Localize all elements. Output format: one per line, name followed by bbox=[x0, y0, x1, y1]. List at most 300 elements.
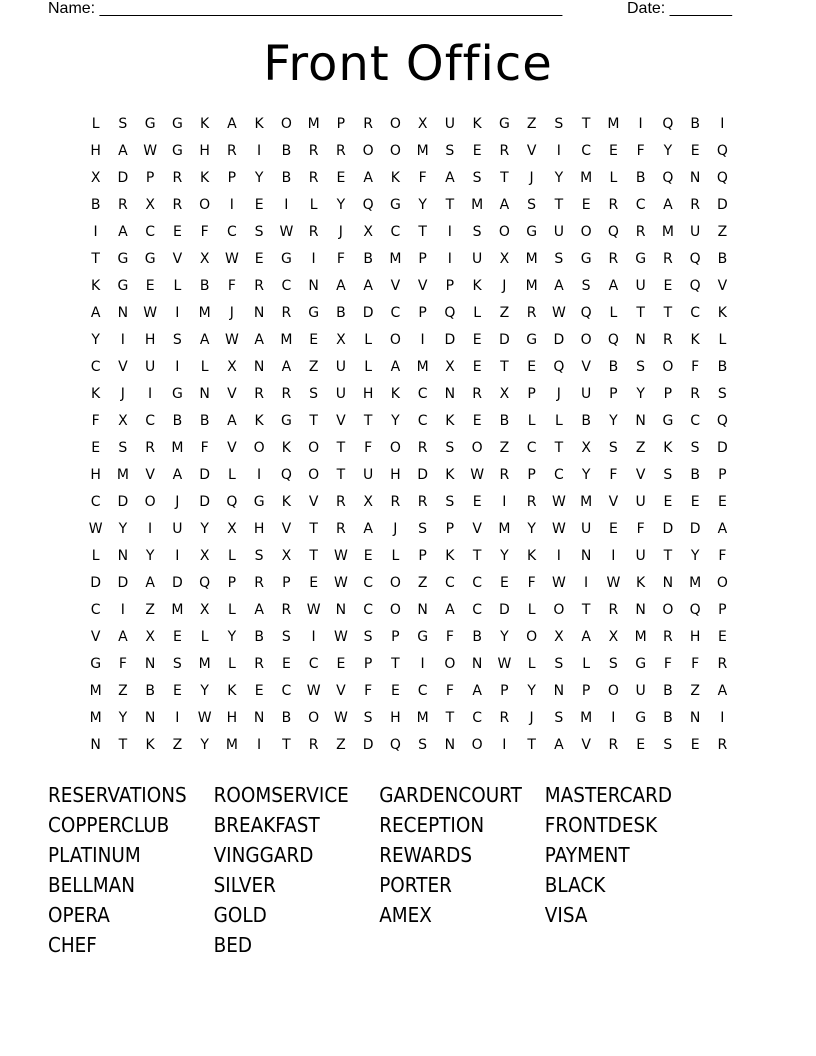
grid-letter: I bbox=[175, 710, 180, 726]
grid-letter: V bbox=[145, 467, 155, 483]
grid-letter: V bbox=[90, 629, 101, 645]
grid-letter: D bbox=[553, 332, 565, 348]
grid-letter: L bbox=[527, 413, 536, 429]
grid-letter: Y bbox=[200, 521, 209, 537]
grid-letter: F bbox=[336, 251, 345, 267]
grid-letter: I bbox=[175, 548, 180, 564]
grid-letter: I bbox=[229, 197, 234, 213]
grid-letter: V bbox=[336, 413, 346, 429]
grid-letter: D bbox=[117, 575, 129, 591]
grid-letter: Z bbox=[145, 602, 155, 618]
grid-letter: E bbox=[663, 278, 673, 294]
grid-letter: T bbox=[554, 197, 564, 213]
grid-letter: B bbox=[690, 467, 700, 483]
grid-letter: G bbox=[498, 116, 510, 132]
grid-letter: R bbox=[526, 305, 537, 321]
grid-letter: M bbox=[89, 683, 102, 699]
grid-letter: J bbox=[229, 305, 234, 321]
grid-letter: F bbox=[227, 278, 236, 294]
grid-letter: C bbox=[363, 602, 374, 618]
grid-letter: E bbox=[172, 629, 182, 645]
grid-letter: K bbox=[254, 116, 264, 132]
grid-letter: N bbox=[635, 413, 646, 429]
grid-letter: N bbox=[335, 602, 347, 618]
grid-letter: H bbox=[689, 629, 701, 645]
grid-letter: O bbox=[471, 440, 483, 456]
grid-letter: Y bbox=[336, 197, 346, 213]
word-list-item: GARDENCOURT bbox=[379, 783, 522, 807]
grid-letter: M bbox=[580, 170, 593, 186]
grid-letter: K bbox=[281, 440, 291, 456]
grid-letter: V bbox=[417, 278, 428, 294]
grid-letter: Z bbox=[499, 305, 510, 321]
grid-letter: T bbox=[554, 440, 564, 456]
grid-letter: W bbox=[551, 575, 566, 591]
grid-letter: B bbox=[336, 305, 346, 321]
grid-letter: Q bbox=[662, 116, 674, 132]
grid-letter: H bbox=[199, 143, 210, 159]
grid-letter: G bbox=[662, 413, 674, 429]
grid-letter: N bbox=[635, 602, 646, 618]
grid-letter: L bbox=[227, 656, 236, 672]
grid-letter: R bbox=[717, 737, 728, 753]
grid-letter: B bbox=[581, 413, 591, 429]
grid-letter: W bbox=[497, 656, 512, 672]
grid-letter: A bbox=[445, 170, 455, 186]
grid-letter: B bbox=[145, 683, 155, 699]
grid-letter: A bbox=[336, 278, 346, 294]
grid-letter: V bbox=[227, 386, 237, 402]
grid-letter: V bbox=[608, 494, 619, 510]
grid-letter: X bbox=[118, 413, 128, 429]
grid-letter: D bbox=[199, 467, 211, 483]
grid-letter: T bbox=[336, 467, 346, 483]
grid-letter: E bbox=[527, 359, 537, 375]
grid-letter: E bbox=[363, 548, 373, 564]
grid-letter: R bbox=[690, 197, 700, 213]
grid-letter: T bbox=[663, 305, 673, 321]
grid-letter: A bbox=[145, 575, 155, 591]
grid-letter: C bbox=[145, 224, 156, 240]
grid-letter: Q bbox=[280, 467, 292, 483]
grid-letter: I bbox=[720, 710, 725, 726]
grid-letter: I bbox=[447, 251, 452, 267]
grid-letter: C bbox=[553, 467, 564, 483]
grid-letter: M bbox=[580, 710, 593, 726]
grid-letter: O bbox=[580, 332, 592, 348]
grid-letter: K bbox=[445, 548, 455, 564]
grid-letter: S bbox=[554, 656, 564, 672]
grid-letter: A bbox=[199, 332, 210, 348]
grid-letter: R bbox=[227, 143, 237, 159]
grid-letter: O bbox=[607, 683, 619, 699]
grid-letter: C bbox=[308, 656, 319, 672]
grid-letter: V bbox=[390, 278, 401, 294]
grid-letter: Z bbox=[717, 224, 728, 240]
grid-letter: K bbox=[445, 467, 455, 483]
word-list-item: SILVER bbox=[213, 873, 276, 897]
grid-letter: K bbox=[472, 116, 482, 132]
grid-letter: P bbox=[418, 305, 427, 321]
grid-letter: I bbox=[502, 737, 507, 753]
grid-letter: A bbox=[663, 197, 673, 213]
grid-letter: F bbox=[364, 440, 373, 456]
grid-letter: X bbox=[499, 386, 510, 402]
grid-letter: J bbox=[393, 521, 398, 537]
grid-letter: S bbox=[172, 656, 182, 672]
grid-letter: G bbox=[580, 251, 592, 267]
grid-letter: X bbox=[281, 548, 292, 564]
grid-letter: O bbox=[662, 359, 674, 375]
grid-letter: Y bbox=[690, 548, 700, 564]
grid-letter: S bbox=[254, 224, 264, 240]
grid-letter: B bbox=[663, 710, 673, 726]
word-list-item: OPERA bbox=[48, 903, 110, 927]
grid-letter: X bbox=[90, 170, 101, 186]
word-list-item: REWARDS bbox=[379, 843, 473, 867]
grid-letter: R bbox=[281, 386, 292, 402]
grid-letter: V bbox=[635, 467, 646, 483]
grid-letter: B bbox=[690, 116, 700, 132]
grid-letter: S bbox=[554, 251, 564, 267]
grid-letter: M bbox=[225, 737, 238, 753]
grid-letter: E bbox=[717, 494, 727, 510]
grid-row bbox=[82, 111, 736, 138]
grid-letter: S bbox=[527, 197, 537, 213]
word-list-item: PAYMENT bbox=[544, 843, 630, 867]
grid-row bbox=[82, 570, 736, 597]
grid-letter: N bbox=[144, 656, 156, 672]
grid-letter: M bbox=[689, 575, 702, 591]
grid-letter: P bbox=[445, 278, 455, 294]
grid-letter: P bbox=[581, 683, 591, 699]
grid-letter: X bbox=[581, 440, 591, 456]
grid-letter: N bbox=[553, 683, 565, 699]
grid-letter: B bbox=[608, 359, 619, 375]
grid-letter: U bbox=[690, 224, 701, 240]
grid-letter: K bbox=[472, 278, 482, 294]
word-list-item: BED bbox=[213, 933, 253, 957]
word-list-item: MASTERCARD bbox=[544, 783, 673, 807]
grid-letter: Y bbox=[418, 197, 427, 213]
grid-letter: H bbox=[90, 143, 101, 159]
grid-letter: E bbox=[717, 629, 727, 645]
grid-letter: X bbox=[363, 494, 373, 510]
grid-letter: S bbox=[608, 656, 618, 672]
grid-letter: P bbox=[145, 170, 155, 186]
grid-letter: E bbox=[145, 278, 155, 294]
grid-letter: Q bbox=[689, 251, 701, 267]
grid-letter: V bbox=[172, 251, 183, 267]
grid-letter: Q bbox=[389, 737, 401, 753]
grid-letter: T bbox=[91, 251, 100, 267]
grid-letter: H bbox=[390, 467, 401, 483]
grid-letter: O bbox=[389, 575, 401, 591]
grid-letter: N bbox=[417, 602, 428, 618]
grid-letter: U bbox=[553, 224, 564, 240]
word-list-item: RESERVATIONS bbox=[48, 783, 187, 807]
grid-letter: W bbox=[551, 305, 566, 321]
grid-letter: V bbox=[308, 494, 319, 510]
name-field-label: Name: ____________________________________________________ bbox=[48, 0, 563, 17]
grid-letter: T bbox=[282, 737, 291, 753]
grid-letter: B bbox=[172, 413, 183, 429]
word-list-item: BREAKFAST bbox=[213, 813, 320, 837]
grid-letter: Y bbox=[118, 710, 128, 726]
grid-letter: V bbox=[336, 683, 346, 699]
grid-letter: E bbox=[472, 494, 482, 510]
grid-letter: A bbox=[363, 521, 373, 537]
grid-letter: E bbox=[309, 575, 319, 591]
grid-letter: B bbox=[635, 170, 646, 186]
grid-letter: P bbox=[527, 467, 536, 483]
grid-letter: M bbox=[89, 710, 102, 726]
grid-letter: U bbox=[581, 521, 592, 537]
grid-letter: C bbox=[581, 143, 592, 159]
grid-letter: R bbox=[254, 386, 264, 402]
grid-letter: X bbox=[199, 251, 210, 267]
grid-letter: A bbox=[118, 143, 128, 159]
grid-letter: T bbox=[663, 548, 673, 564]
grid-letter: Y bbox=[200, 683, 209, 699]
grid-row bbox=[82, 678, 736, 705]
word-list-item: PLATINUM bbox=[48, 843, 141, 867]
grid-letter: E bbox=[690, 494, 700, 510]
grid-letter: R bbox=[663, 251, 673, 267]
grid-letter: L bbox=[582, 656, 591, 672]
grid-letter: V bbox=[717, 278, 728, 294]
grid-letter: N bbox=[444, 386, 456, 402]
grid-letter: T bbox=[636, 305, 645, 321]
grid-letter: E bbox=[390, 683, 400, 699]
grid-letter: I bbox=[148, 386, 153, 402]
word-list-item: VINGGARD bbox=[213, 843, 314, 867]
grid-letter: O bbox=[716, 575, 728, 591]
grid-letter: B bbox=[717, 359, 728, 375]
grid-letter: R bbox=[417, 440, 428, 456]
grid-letter: R bbox=[172, 197, 183, 213]
grid-letter: I bbox=[284, 197, 289, 213]
grid-letter: V bbox=[118, 359, 128, 375]
grid-letter: E bbox=[472, 413, 482, 429]
grid-letter: R bbox=[118, 197, 128, 213]
grid-letter: J bbox=[556, 386, 561, 402]
grid-letter: A bbox=[281, 359, 292, 375]
grid-letter: P bbox=[663, 386, 673, 402]
grid-letter: A bbox=[499, 197, 510, 213]
grid-letter: H bbox=[253, 521, 265, 537]
grid-letter: L bbox=[200, 359, 209, 375]
grid-letter: E bbox=[254, 683, 264, 699]
grid-letter: J bbox=[502, 278, 507, 294]
grid-letter: S bbox=[472, 170, 482, 186]
grid-row bbox=[82, 462, 736, 489]
grid-row bbox=[82, 138, 736, 165]
grid-letter: G bbox=[90, 656, 102, 672]
grid-letter: E bbox=[254, 197, 264, 213]
grid-letter: P bbox=[336, 116, 346, 132]
grid-row bbox=[82, 516, 736, 543]
grid-letter: D bbox=[90, 575, 102, 591]
word-list-item: BLACK bbox=[544, 873, 606, 897]
grid-letter: I bbox=[257, 143, 262, 159]
grid-letter: G bbox=[253, 494, 265, 510]
grid-letter: K bbox=[663, 440, 673, 456]
grid-row bbox=[82, 327, 736, 354]
grid-letter: V bbox=[581, 359, 591, 375]
grid-letter: F bbox=[718, 548, 727, 564]
grid-letter: X bbox=[336, 332, 346, 348]
grid-letter: C bbox=[472, 710, 483, 726]
grid-letter: O bbox=[144, 494, 156, 510]
grid-letter: M bbox=[389, 251, 402, 267]
grid-letter: W bbox=[333, 575, 348, 591]
grid-letter: A bbox=[472, 683, 482, 699]
page-title: Front Office bbox=[263, 36, 553, 92]
grid-letter: I bbox=[175, 359, 180, 375]
grid-letter: K bbox=[717, 305, 727, 321]
grid-letter: P bbox=[282, 575, 291, 591]
grid-letter: S bbox=[363, 629, 373, 645]
grid-letter: M bbox=[498, 521, 511, 537]
grid-letter: F bbox=[527, 575, 536, 591]
grid-letter: V bbox=[227, 440, 237, 456]
grid-letter: I bbox=[120, 602, 125, 618]
grid-letter: I bbox=[311, 629, 316, 645]
grid-letter: M bbox=[607, 116, 620, 132]
grid-letter: K bbox=[636, 575, 646, 591]
grid-letter: G bbox=[308, 305, 320, 321]
grid-letter: A bbox=[581, 629, 591, 645]
grid-letter: R bbox=[526, 494, 537, 510]
grid-letter: L bbox=[200, 629, 209, 645]
grid-letter: B bbox=[717, 251, 728, 267]
grid-letter: E bbox=[472, 332, 482, 348]
grid-letter: A bbox=[390, 359, 401, 375]
grid-letter: H bbox=[390, 710, 401, 726]
grid-letter: I bbox=[611, 548, 616, 564]
grid-letter: C bbox=[690, 305, 701, 321]
grid-letter: U bbox=[635, 494, 646, 510]
grid-letter: G bbox=[635, 710, 647, 726]
grid-row bbox=[82, 381, 736, 408]
grid-letter: F bbox=[445, 683, 454, 699]
grid-letter: E bbox=[172, 683, 182, 699]
grid-letter: K bbox=[91, 278, 101, 294]
grid-letter: M bbox=[416, 359, 429, 375]
grid-letter: G bbox=[635, 251, 647, 267]
grid-letter: K bbox=[281, 494, 291, 510]
grid-letter: M bbox=[307, 116, 320, 132]
grid-letter: Z bbox=[417, 575, 428, 591]
grid-letter: O bbox=[553, 602, 565, 618]
word-list bbox=[48, 780, 710, 960]
grid-letter: Q bbox=[689, 602, 701, 618]
grid-letter: H bbox=[362, 386, 374, 402]
word-list-item: PORTER bbox=[379, 873, 452, 897]
grid-letter: Y bbox=[527, 683, 536, 699]
word-list-item: VISA bbox=[544, 903, 588, 927]
grid-letter: I bbox=[638, 116, 643, 132]
grid-letter: Z bbox=[635, 440, 646, 456]
grid-letter: E bbox=[636, 737, 646, 753]
grid-letter: D bbox=[662, 521, 674, 537]
grid-letter: O bbox=[389, 116, 401, 132]
grid-letter: L bbox=[91, 116, 100, 132]
grid-letter: E bbox=[172, 224, 182, 240]
grid-letter: Z bbox=[499, 440, 510, 456]
grid-letter: S bbox=[172, 332, 182, 348]
grid-letter: Z bbox=[336, 737, 346, 753]
grid-letter: Q bbox=[607, 224, 619, 240]
grid-letter: I bbox=[120, 332, 125, 348]
grid-letter: Y bbox=[554, 170, 564, 186]
grid-letter: Z bbox=[526, 116, 537, 132]
grid-letter: S bbox=[254, 548, 264, 564]
grid-letter: O bbox=[389, 602, 401, 618]
grid-letter: I bbox=[311, 251, 316, 267]
grid-letter: K bbox=[390, 170, 400, 186]
grid-letter: E bbox=[309, 332, 319, 348]
grid-letter: C bbox=[472, 575, 483, 591]
grid-letter: O bbox=[280, 116, 292, 132]
grid-letter: C bbox=[526, 440, 537, 456]
grid-letter: R bbox=[172, 170, 183, 186]
grid-letter: R bbox=[608, 602, 619, 618]
grid-letter: B bbox=[472, 629, 482, 645]
grid-letter: Q bbox=[580, 305, 592, 321]
grid-letter: A bbox=[254, 332, 264, 348]
grid-letter: E bbox=[581, 197, 591, 213]
grid-letter: W bbox=[143, 305, 158, 321]
grid-letter: W bbox=[306, 602, 321, 618]
grid-letter: Y bbox=[254, 170, 264, 186]
grid-letter: A bbox=[118, 224, 128, 240]
grid-letter: O bbox=[526, 629, 538, 645]
grid-letter: W bbox=[551, 521, 566, 537]
grid-row bbox=[82, 489, 736, 516]
grid-letter: S bbox=[608, 440, 618, 456]
word-list-item: RECEPTION bbox=[379, 813, 485, 837]
grid-letter: P bbox=[391, 629, 400, 645]
grid-row bbox=[82, 408, 736, 435]
grid-letter: C bbox=[417, 413, 428, 429]
grid-letter: T bbox=[472, 548, 482, 564]
grid-letter: T bbox=[418, 224, 427, 240]
grid-letter: Y bbox=[581, 467, 591, 483]
grid-row bbox=[82, 651, 736, 678]
grid-letter: X bbox=[199, 602, 210, 618]
grid-letter: R bbox=[663, 629, 673, 645]
grid-letter: R bbox=[281, 305, 292, 321]
grid-letter: E bbox=[91, 440, 101, 456]
grid-letter: N bbox=[471, 656, 483, 672]
grid-letter: Y bbox=[91, 332, 100, 348]
grid-letter: K bbox=[527, 548, 537, 564]
grid-letter: I bbox=[502, 494, 507, 510]
grid-letter: L bbox=[718, 332, 727, 348]
grid-letter: I bbox=[420, 332, 425, 348]
grid-letter: Q bbox=[662, 170, 674, 186]
grid-letter: N bbox=[689, 710, 701, 726]
grid-letter: R bbox=[499, 143, 510, 159]
grid-letter: V bbox=[281, 521, 292, 537]
grid-letter: E bbox=[336, 656, 346, 672]
grid-letter: O bbox=[308, 710, 320, 726]
grid-letter: N bbox=[253, 359, 265, 375]
grid-letter: Y bbox=[227, 629, 237, 645]
grid-letter: M bbox=[580, 494, 593, 510]
